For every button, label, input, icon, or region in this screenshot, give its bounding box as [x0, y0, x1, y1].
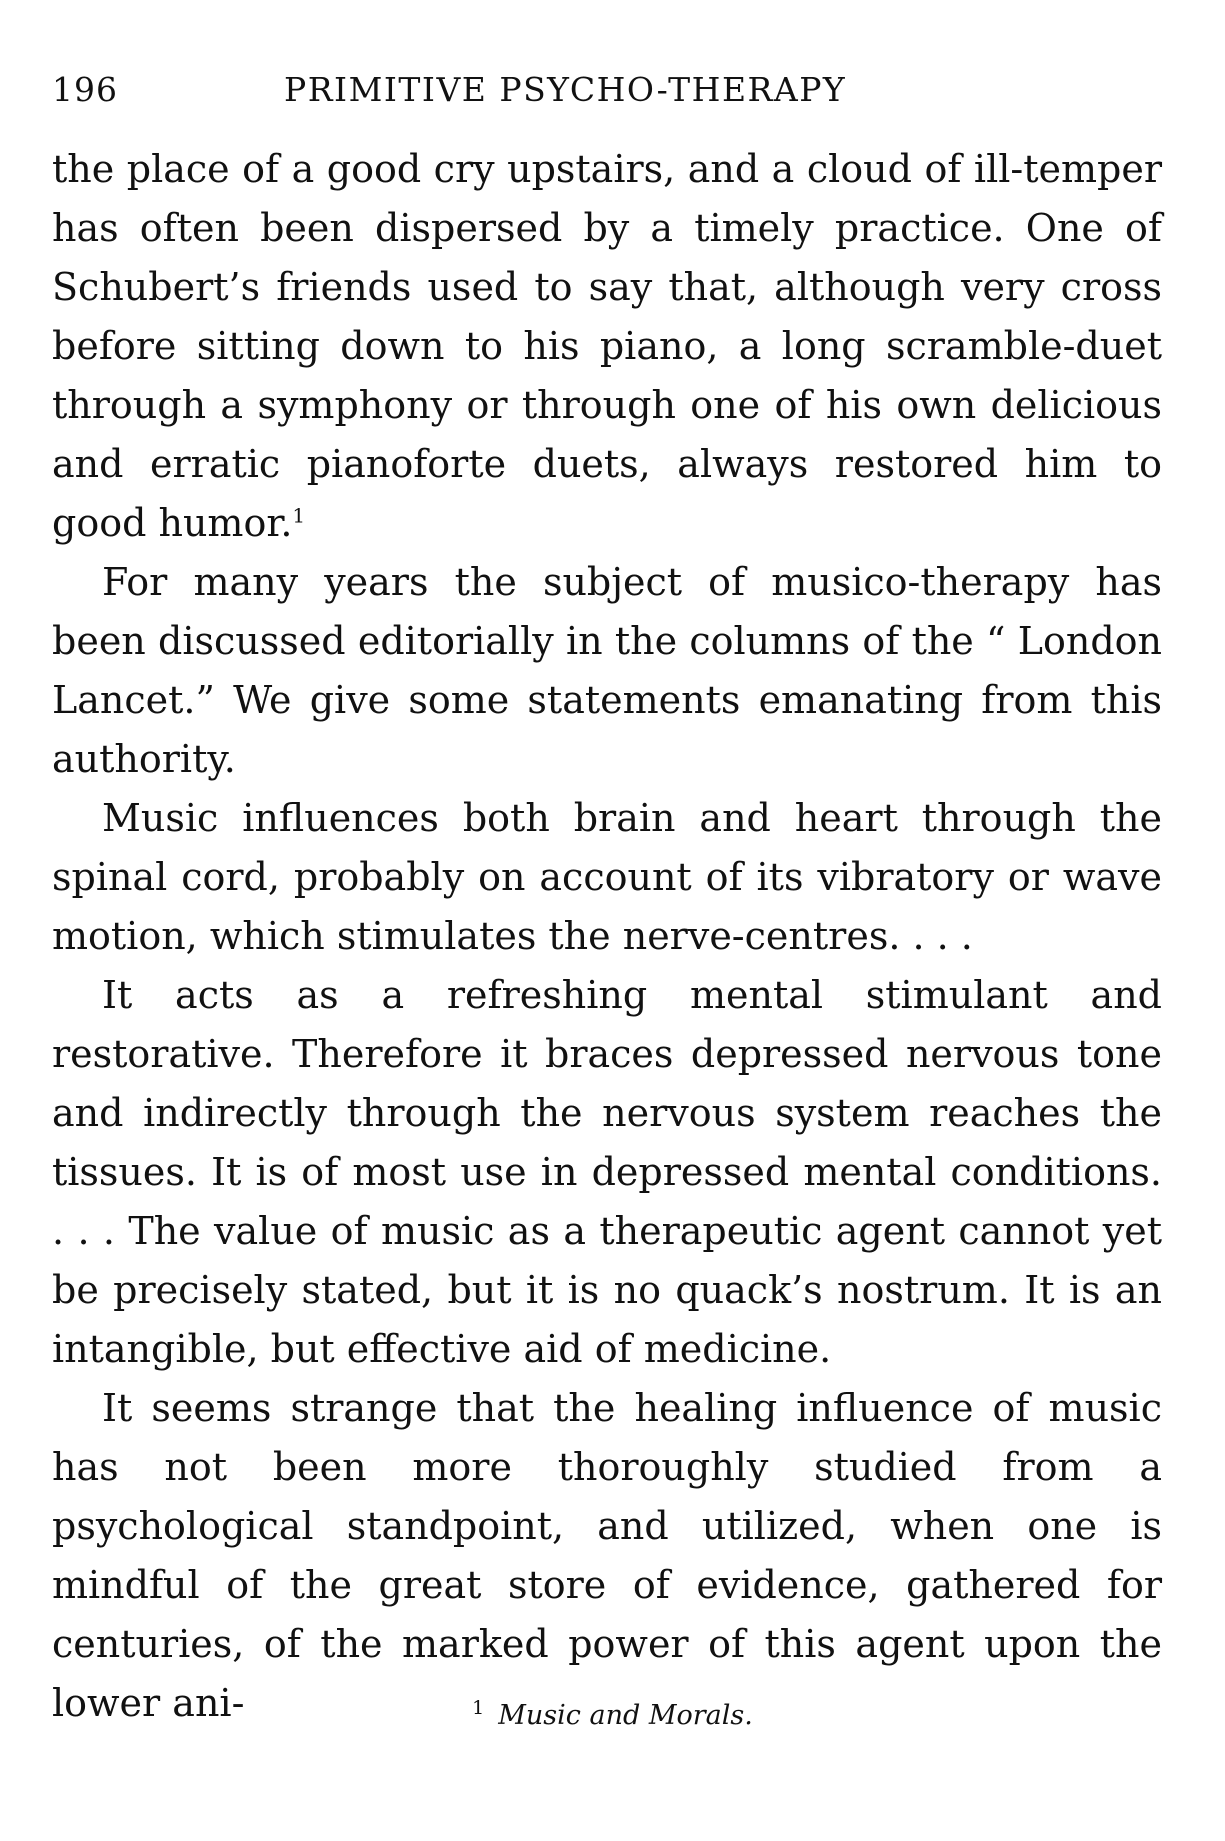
footnote-reference: 1 — [292, 503, 306, 528]
body-text — [52, 140, 1162, 1733]
paragraph — [52, 140, 1162, 553]
paragraph — [52, 1379, 1162, 1733]
footnote-marker: 1 — [472, 1697, 485, 1719]
footnote — [0, 1697, 1225, 1731]
paragraph-text: Music influences both brain and heart through the spinal cord, probably on account of its vibratory or wave motion, which stimulates the nerve-centres. . . . — [52, 796, 1162, 958]
paragraph-text: For many years the subject of musico-therapy has been discussed editorially in the columns of the “ London Lancet.” We give some statements emanating from this authority. — [52, 560, 1162, 781]
page-number: 196 — [52, 70, 118, 109]
paragraph-text: the place of a good cry upstairs, and a cloud of ill-temper has often been dispersed by a timely practice. One of Schubert’s friends used to say that, although very cross before sitting down to his piano, a long scramble-duet through a symphony or through one of his own delicious and erratic pianoforte duets, always restored him to good humor. — [52, 147, 1162, 545]
running-title: PRIMITIVE PSYCHO-THERAPY — [284, 70, 847, 109]
paragraph-text: It acts as a refreshing mental stimulant and restorative. Therefore it braces depressed nervous tone and indirectly through the nervous system reaches the tissues. It is of most use in depressed mental conditions. . . . The value of music as a therapeutic agent cannot yet be precisely stated, but it is no quack’s nostrum. It is an intangible, but effective aid of medicine. — [52, 973, 1162, 1371]
footnote-text: Music and Morals. — [498, 1700, 753, 1731]
paragraph — [52, 553, 1162, 789]
paragraph — [52, 789, 1162, 966]
paragraph-text: It seems strange that the healing influence of music has not been more thoroughly studied from a psychological standpoint, and utilized, when one is mindful of the great store of evidence, gathered for centuries, of the marked power of this agent upon the lower ani- — [52, 1386, 1162, 1725]
running-head — [52, 70, 1162, 122]
paragraph — [52, 966, 1162, 1379]
